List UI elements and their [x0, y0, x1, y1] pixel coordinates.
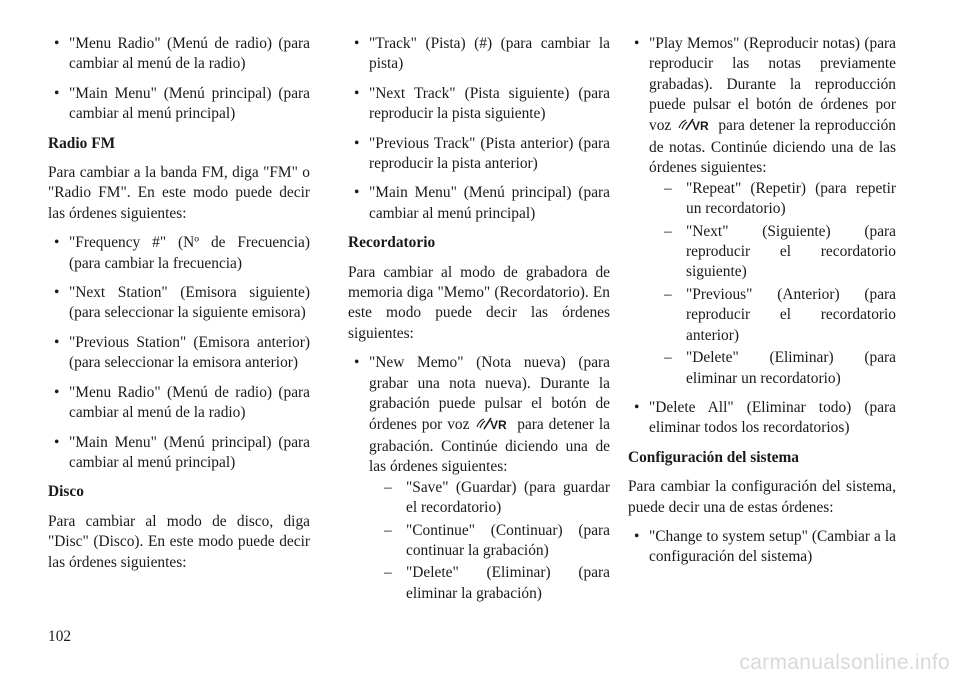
list-item: • "Previous Track" (Pista anterior) (para reproducir la pista anterior) — [348, 134, 610, 175]
play-memos-list — [628, 34, 896, 439]
section-heading-fm: Radio FM — [48, 134, 116, 152]
voice-command-icon — [475, 417, 511, 437]
list-item-new-memo — [348, 353, 610, 604]
list-item: • "Main Menu" (Menú principal) (para cambiar al menú principal) — [48, 84, 310, 125]
list-item: • "Previous Station" (Emisora anterior) (para seleccionar la emisora anterior) — [48, 333, 310, 374]
play-memos-text-before: "Play Memos" (Reproducir notas) (para reproducir las notas previamente grabadas). Durante la reproducción puede pulsar el botón de órdenes por voz — [649, 35, 896, 134]
voice-command-icon — [677, 118, 713, 138]
section-heading-setup: Configuración del sistema — [628, 448, 800, 466]
list-item: • "Delete All" (Eliminar todo) (para eliminar todos los recordatorios) — [628, 398, 896, 439]
list-item: • "Next Station" (Emisora siguiente) (para seleccionar la siguiente emisora) — [48, 283, 310, 324]
sub-list-item: – "Next" (Siguiente) (para reproducir el recordatorio siguiente) — [649, 222, 896, 283]
paragraph-fm: Para cambiar a la banda FM, diga "FM" o "Radio FM". En este modo puede decir las órdenes siguientes: — [48, 164, 310, 222]
setup-command-list — [628, 527, 896, 568]
play-memos-text-after: para detener la reproducción de notas. Continúe diciendo una de las órdenes siguientes: — [649, 116, 896, 177]
page-number: 102 — [48, 628, 72, 645]
new-memo-text-after: para detener la grabación. Continúe diciendo una de las órdenes siguientes: — [369, 415, 610, 476]
new-memo-sublist — [369, 478, 610, 604]
sub-list-item: – "Delete" (Eliminar) (para eliminar un recordatorio) — [649, 348, 896, 389]
section-heading-disc: Disco — [48, 483, 84, 501]
list-item: • "Track" (Pista) (#) (para cambiar la pista) — [348, 34, 610, 75]
column-1 — [48, 34, 310, 582]
voice-command-icon-label: VR — [691, 118, 709, 132]
watermark: carmanualsonline.info — [739, 651, 950, 674]
list-item-play-memos — [628, 34, 896, 389]
column-3 — [628, 34, 896, 577]
column-2 — [348, 34, 610, 613]
paragraph-disc: Para cambiar al modo de disco, diga "Disc" (Disco). En este modo puede decir las órdenes siguientes: — [48, 512, 310, 571]
list-item: • "Change to system setup" (Cambiar a la configuración del sistema) — [628, 527, 896, 568]
paragraph-memo: Para cambiar al modo de grabadora de memoria diga "Memo" (Recordatorio). En este modo puede decir las órdenes siguientes: — [348, 263, 610, 342]
sub-list-item: – "Continue" (Continuar) (para continuar la grabación) — [369, 521, 610, 562]
list-item: • "Menu Radio" (Menú de radio) (para cambiar al menú de la radio) — [48, 383, 310, 424]
memo-command-list — [348, 353, 610, 604]
sub-list-item: – "Previous" (Anterior) (para reproducir el recordatorio anterior) — [649, 285, 896, 346]
fm-command-list — [48, 233, 310, 473]
radio-menu-list — [48, 34, 310, 125]
list-item: • "Menu Radio" (Menú de radio) (para cambiar al menú de la radio) — [48, 34, 310, 75]
sub-list-item: – "Repeat" (Repetir) (para repetir un recordatorio) — [649, 179, 896, 220]
voice-command-icon-label: VR — [490, 417, 508, 431]
disc-command-list — [348, 34, 610, 224]
sub-list-item: – "Save" (Guardar) (para guardar el recordatorio) — [369, 478, 610, 519]
paragraph-setup: Para cambiar la configuración del sistema, puede decir una de estas órdenes: — [628, 478, 896, 516]
new-memo-text-before: "New Memo" (Nota nueva) (para grabar una nota nueva). Durante la grabación puede pulsar el botón de órdenes por voz — [369, 354, 610, 433]
sub-list-item: – "Delete" (Eliminar) (para eliminar la grabación) — [369, 563, 610, 604]
list-item: • "Frequency #" (Nº de Frecuencia) (para cambiar la frecuencia) — [48, 233, 310, 274]
list-item: • "Next Track" (Pista siguiente) (para reproducir la pista siguiente) — [348, 84, 610, 125]
list-item: • "Main Menu" (Menú principal) (para cambiar al menú principal) — [48, 433, 310, 474]
section-heading-memo: Recordatorio — [348, 234, 436, 252]
list-item: • "Main Menu" (Menú principal) (para cambiar al menú principal) — [348, 183, 610, 224]
play-memos-sublist — [649, 179, 896, 389]
